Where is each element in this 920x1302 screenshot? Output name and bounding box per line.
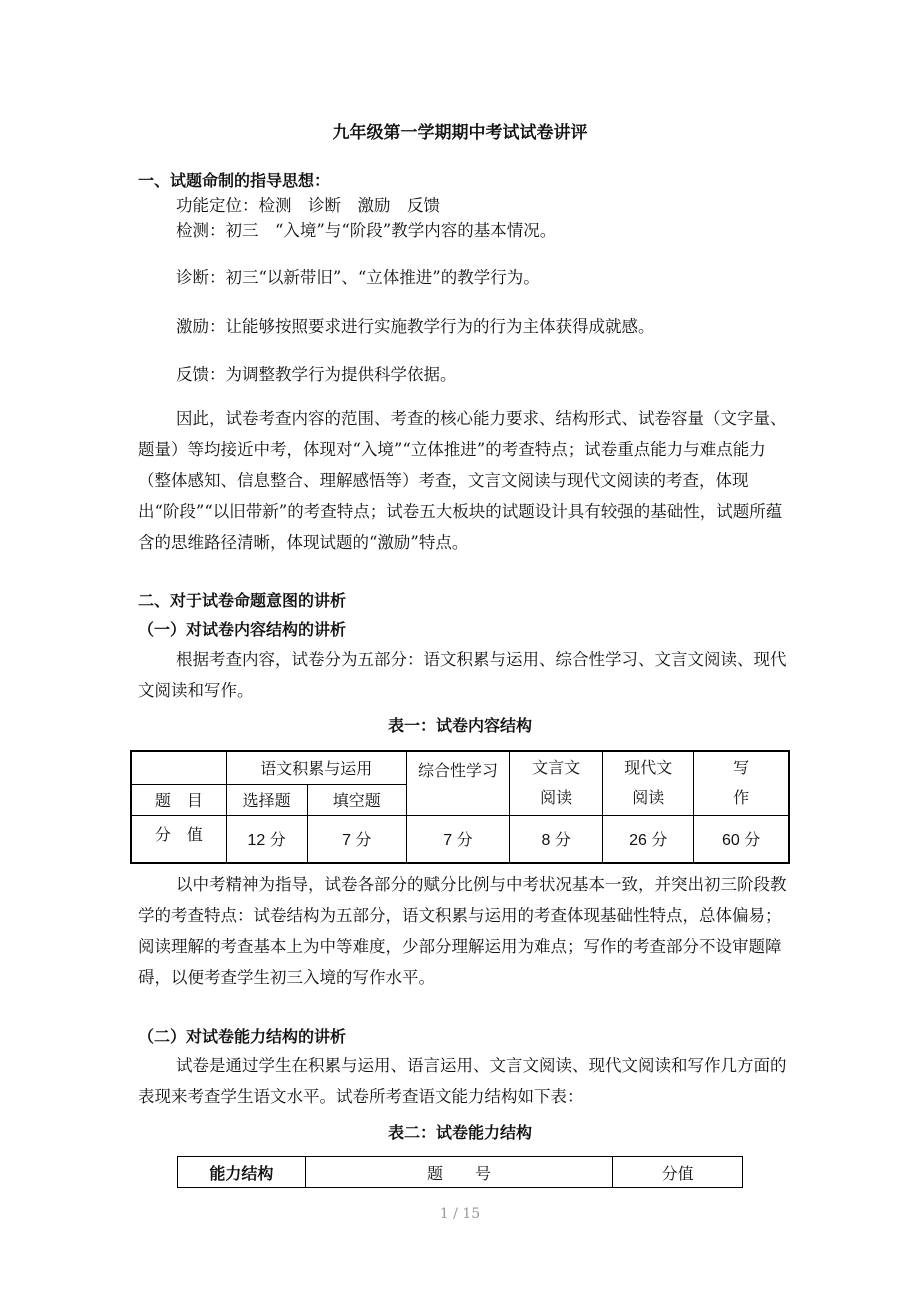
table2-caption: 表二：试卷能力结构 — [387, 1123, 532, 1142]
table1-sub-fill: 填空题 — [307, 784, 406, 815]
function-positioning: 功能定位：检测 诊断 激励 反馈 — [176, 196, 440, 215]
page-title: 九年级第一学期期中考试试卷讲评 — [332, 123, 588, 143]
subsection2-paragraph: 试卷是通过学生在积累与运用、语言运用、文言文阅读、现代文阅读和写作几方面的表现来考查学生语文水平。试卷所考查语文能力结构如下表： — [138, 1056, 787, 1106]
table1-col-modern: 现代文 阅读 — [603, 751, 694, 815]
table1-score-choice: 12 分 — [226, 815, 307, 863]
table1-group-header: 语文积累与运用 — [226, 751, 406, 784]
table1-score-modern: 26 分 — [603, 815, 694, 863]
after-table1-paragraph: 以中考精神为指导，试卷各部分的赋分比例与中考状况基本一致，并突出初三阶段教学的考查特点：试卷结构为五部分，语文积累与运用的考查体现基础性特点，总体偏易；阅读理解的考查基本上为中等难度，少部分理解运用为难点；写作的考查部分不设审题障碍，以便考查学生初三入境的写作水平。 — [138, 875, 787, 987]
table1-score-writing: 60 分 — [694, 815, 789, 863]
feedback-line: 反馈：为调整教学行为提供科学依据。 — [176, 365, 457, 384]
diagnosis-line: 诊断：初三“以新带旧”、“立体推进”的教学行为。 — [176, 268, 540, 287]
table2-col-score: 分值 — [613, 1157, 743, 1188]
table2-col-question-number: 题 号 — [305, 1157, 612, 1188]
table1-corner-cell — [131, 751, 226, 784]
subsection2-heading: （二）对试卷能力结构的讲析 — [138, 1027, 347, 1046]
detection-line: 检测：初三 “入境”与“阶段”教学内容的基本情况。 — [176, 221, 557, 240]
table1-score-comprehensive: 7 分 — [406, 815, 509, 863]
table1-col-writing: 写 作 — [694, 751, 789, 815]
section1-heading: 一、试题命制的指导思想： — [138, 171, 331, 190]
table1-row-label-topic: 题 目 — [131, 784, 226, 815]
content-structure-table — [130, 750, 790, 864]
section1-paragraph: 因此，试卷考查内容的范围、考查的核心能力要求、结构形式、试卷容量（文字量、题量）等均接近中考，体现对“入境”“立体推进”的考查特点；试卷重点能力与难点能力（整体感知、信息整合、理解感悟等）考查，文言文阅读与现代文阅读的考查，体现出“阶段”“以旧带新”的考查特点；试卷五大板块的试题设计具有较强的基础性，试题所蕴含的思维路径清晰，体现试题的“激励”特点。 — [138, 409, 787, 552]
table1-sub-choice: 选择题 — [226, 784, 307, 815]
motivation-line: 激励：让能够按照要求进行实施教学行为的行为主体获得成就感。 — [176, 317, 655, 336]
table2-col-ability: 能力结构 — [178, 1157, 306, 1188]
table1-score-fill: 7 分 — [307, 815, 406, 863]
table1-row-label-score: 分 值 — [131, 815, 226, 863]
table1-score-classical: 8 分 — [510, 815, 603, 863]
subsection1-heading: （一）对试卷内容结构的讲析 — [138, 620, 347, 639]
subsection1-paragraph: 根据考查内容，试卷分为五部分：语文积累与运用、综合性学习、文言文阅读、现代文阅读和写作。 — [138, 650, 787, 700]
ability-structure-table — [177, 1156, 743, 1188]
table1-col-classical: 文言文 阅读 — [510, 751, 603, 815]
table1-col-comprehensive: 综合性学习 — [406, 751, 509, 815]
section2-heading: 二、对于试卷命题意图的讲析 — [138, 591, 347, 610]
table1-caption: 表一：试卷内容结构 — [387, 716, 532, 735]
page-number: 1 / 15 — [439, 1206, 481, 1222]
